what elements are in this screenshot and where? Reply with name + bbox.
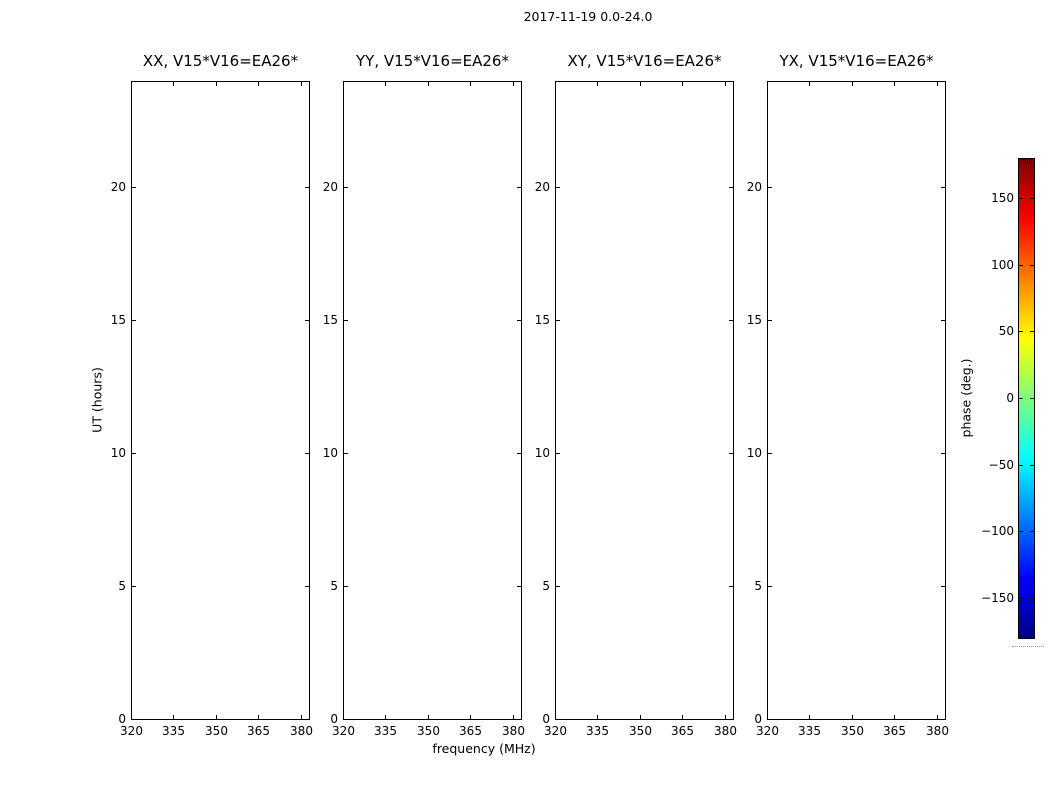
y-tick-label: 20 [110, 180, 126, 194]
y-tick [556, 719, 560, 720]
y-tick-label: 10 [110, 446, 126, 460]
x-axis-label: frequency (MHz) [432, 741, 536, 756]
x-tick [640, 82, 641, 86]
x-tick [343, 82, 344, 86]
x-tick-label: 350 [841, 724, 864, 738]
x-tick-label: 335 [162, 724, 185, 738]
y-tick [344, 320, 348, 321]
x-tick [725, 82, 726, 86]
colorbar-tick-label: −150 [981, 591, 1014, 605]
panel-xx [110, 81, 313, 738]
y-tick-label: 15 [110, 313, 126, 327]
x-tick-label: 350 [417, 724, 440, 738]
x-tick-label: 380 [502, 724, 525, 738]
y-tick-label: 20 [746, 180, 762, 194]
x-tick-label: 350 [205, 724, 228, 738]
x-tick [470, 715, 471, 719]
colorbar-tick [1030, 531, 1034, 532]
x-tick [258, 82, 259, 86]
y-tick [132, 586, 136, 587]
panel-title-yy: YY, V15*V16=EA26* [356, 52, 509, 70]
colorbar-tick-label: 150 [991, 191, 1014, 205]
x-tick-label: 350 [629, 724, 652, 738]
y-tick [132, 719, 136, 720]
colorbar-tick-label: −100 [981, 524, 1014, 538]
colorbar-bottom-hatch [1025, 634, 1026, 638]
colorbar-top-hatch [1025, 159, 1026, 163]
y-tick-label: 20 [322, 180, 338, 194]
x-tick-label: 365 [883, 724, 906, 738]
colorbar-top-hatch [1021, 159, 1022, 163]
panel-xy [534, 81, 737, 738]
panel-yy [322, 81, 525, 738]
y-tick-label: 10 [534, 446, 550, 460]
x-tick [809, 715, 810, 719]
colorbar-bottom-hatch [1021, 634, 1022, 638]
y-tick [556, 586, 560, 587]
y-tick-label: 10 [322, 446, 338, 460]
x-tick [428, 715, 429, 719]
x-tick [385, 715, 386, 719]
y-tick [941, 719, 945, 720]
y-tick-label: 15 [746, 313, 762, 327]
colorbar-tick [1019, 465, 1023, 466]
x-tick [767, 82, 768, 86]
x-tick-label: 335 [374, 724, 397, 738]
colorbar-bottom-hatch [1029, 634, 1030, 638]
y-tick-label: 0 [542, 712, 550, 726]
colorbar-tick-label: 0 [1006, 391, 1014, 405]
x-tick [301, 82, 302, 86]
x-tick [470, 82, 471, 86]
y-tick-label: 0 [754, 712, 762, 726]
colorbar-tick [1019, 265, 1023, 266]
x-tick [640, 715, 641, 719]
x-tick-label: 380 [714, 724, 737, 738]
x-tick [385, 82, 386, 86]
colorbar-top-hatch [1031, 159, 1032, 163]
figure-title: 2017-11-19 0.0-24.0 [523, 9, 653, 24]
x-tick [216, 715, 217, 719]
colorbar-tick [1019, 531, 1023, 532]
colorbar-tick [1030, 598, 1034, 599]
y-tick [768, 320, 772, 321]
colorbar-label: phase (deg.) [958, 358, 974, 438]
x-tick [258, 715, 259, 719]
x-tick-label: 365 [459, 724, 482, 738]
y-tick [344, 187, 348, 188]
colorbar-top-hatch [1029, 159, 1030, 163]
colorbar-tick [1030, 265, 1034, 266]
x-tick [852, 715, 853, 719]
x-tick [809, 82, 810, 86]
y-tick-label: 0 [118, 712, 126, 726]
x-tick [894, 82, 895, 86]
x-tick [725, 715, 726, 719]
x-tick [937, 715, 938, 719]
y-tick [556, 453, 560, 454]
y-tick-label: 0 [330, 712, 338, 726]
y-tick [768, 719, 772, 720]
y-tick [768, 187, 772, 188]
x-tick [173, 715, 174, 719]
y-axis-label: UT (hours) [89, 367, 105, 433]
y-tick [768, 586, 772, 587]
x-tick-label: 320 [120, 724, 143, 738]
y-tick [132, 320, 136, 321]
x-tick [894, 715, 895, 719]
y-tick [132, 453, 136, 454]
y-tick-label: 15 [322, 313, 338, 327]
x-tick [597, 715, 598, 719]
colorbar-top-hatch [1023, 159, 1024, 163]
x-tick-label: 320 [544, 724, 567, 738]
colorbar-bottom-hatch [1027, 634, 1028, 638]
y-tick-label: 15 [534, 313, 550, 327]
x-tick [597, 82, 598, 86]
colorbar-bottom-hatch [1031, 634, 1032, 638]
x-tick [131, 82, 132, 86]
x-tick-label: 380 [290, 724, 313, 738]
panel-title-yx: YX, V15*V16=EA26* [779, 52, 934, 70]
colorbar-bottom-hatch [1023, 634, 1024, 638]
y-tick [768, 453, 772, 454]
x-tick [428, 82, 429, 86]
panel-yx [746, 81, 949, 738]
colorbar-tick [1030, 331, 1034, 332]
x-tick-label: 365 [671, 724, 694, 738]
colorbar-tick [1030, 465, 1034, 466]
x-tick-label: 380 [926, 724, 949, 738]
y-tick [344, 453, 348, 454]
x-tick-label: 335 [798, 724, 821, 738]
y-tick [344, 719, 348, 720]
y-tick-label: 5 [754, 579, 762, 593]
y-tick [344, 586, 348, 587]
colorbar-tick-label: 50 [998, 324, 1014, 338]
x-tick [301, 715, 302, 719]
y-tick [941, 453, 945, 454]
x-tick [555, 82, 556, 86]
colorbar-tick [1019, 331, 1023, 332]
colorbar [981, 158, 1035, 639]
x-tick [682, 715, 683, 719]
x-tick-label: 365 [247, 724, 270, 738]
y-tick [941, 187, 945, 188]
panel-title-xx: XX, V15*V16=EA26* [142, 52, 299, 70]
colorbar-tick [1019, 198, 1023, 199]
colorbar-top-hatch [1027, 159, 1028, 163]
y-tick [132, 187, 136, 188]
x-tick [852, 82, 853, 86]
colorbar-tick-label: −50 [988, 458, 1014, 472]
y-tick-label: 10 [746, 446, 762, 460]
colorbar-dotted-line [1012, 646, 1044, 647]
y-tick [941, 320, 945, 321]
colorbar-tick [1030, 398, 1034, 399]
y-tick [556, 187, 560, 188]
y-tick [556, 320, 560, 321]
y-tick-label: 5 [542, 579, 550, 593]
x-tick [513, 715, 514, 719]
x-tick [513, 82, 514, 86]
x-tick [216, 82, 217, 86]
x-tick [682, 82, 683, 86]
x-tick-label: 335 [586, 724, 609, 738]
y-tick-label: 5 [118, 579, 126, 593]
panel-title-xy: XY, V15*V16=EA26* [567, 52, 722, 70]
colorbar-tick [1019, 598, 1023, 599]
colorbar-tick [1019, 398, 1023, 399]
colorbar-tick [1030, 198, 1034, 199]
x-tick-label: 320 [332, 724, 355, 738]
y-tick [941, 586, 945, 587]
x-tick-label: 320 [756, 724, 779, 738]
x-tick [173, 82, 174, 86]
x-tick [937, 82, 938, 86]
colorbar-tick-label: 100 [991, 258, 1014, 272]
y-tick-label: 5 [330, 579, 338, 593]
y-tick-label: 20 [534, 180, 550, 194]
